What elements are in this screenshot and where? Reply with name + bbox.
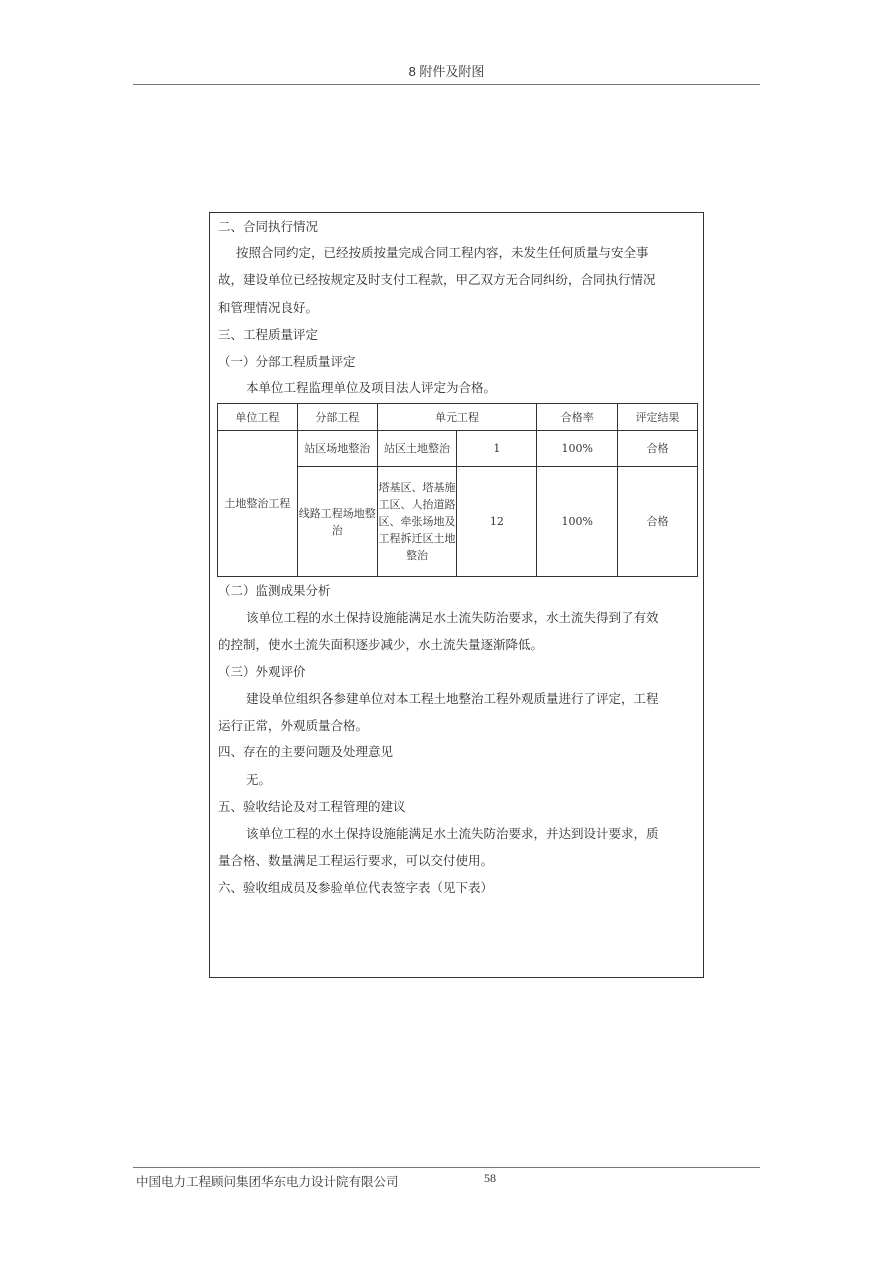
result-cell: 合格 [618,467,698,577]
section-3-title: 三、工程质量评定 [218,327,319,342]
section-6-title: 六、验收组成员及参验单位代表签字表（见下表） [218,880,494,895]
section-3-sub3-text-line: 运行正常，外观质量合格。 [218,718,369,733]
quality-evaluation-table [217,403,698,577]
table-row [218,431,698,467]
table-header-cell: 单位工程 [218,404,298,431]
table-header-row [218,404,698,431]
section-3-sub2-text-line: 该单位工程的水土保持设施能满足水土流失防治要求，水土流失得到了有效 [246,610,659,625]
header-title: 8 附件及附图 [408,64,485,79]
section-3-sub3-text-line: 建设单位组织各参建单位对本工程土地整治工程外观质量进行了评定，工程 [246,691,659,706]
unit-count-cell: 12 [457,467,537,577]
section-3-subtitle-3: （三）外观评价 [218,664,306,679]
result-cell: 合格 [618,431,698,467]
footer-divider [133,1167,760,1168]
section-5-title: 五、验收结论及对工程管理的建议 [218,799,406,814]
section-4-text: 无。 [246,772,272,787]
unit-name-cell: 站区土地整治 [377,431,457,467]
section-3-subtitle-2: （二）监测成果分析 [218,583,331,598]
unit-name-cell: 塔基区、塔基施工区、人抬道路区、牵张场地及工程拆迁区土地整治 [377,467,457,577]
acceptance-form-frame [209,212,704,978]
footer-organization: 中国电力工程顾问集团华东电力设计院有限公司 [136,1174,399,1189]
pass-rate-cell: 100% [537,431,618,467]
page-header [133,60,760,85]
division-cell: 线路工程场地整治 [297,467,377,577]
page-number: 58 [484,1171,496,1185]
section-2-text-line: 和管理情况良好。 [218,300,319,315]
section-2-title: 二、合同执行情况 [218,219,319,234]
table-header-cell: 评定结果 [618,404,698,431]
pass-rate-cell: 100% [537,467,618,577]
unit-project-cell: 土地整治工程 [218,431,298,577]
division-cell: 站区场地整治 [297,431,377,467]
table-header-cell: 分部工程 [297,404,377,431]
section-5-text-line: 该单位工程的水土保持设施能满足水土流失防治要求，并达到设计要求，质 [246,826,659,841]
section-5-text-line: 量合格、数量满足工程运行要求，可以交付使用。 [218,853,494,868]
section-2-text-line: 按照合同约定，已经按质按量完成合同工程内容，未发生任何质量与安全事 [236,245,649,260]
table-header-cell: 单元工程 [377,404,537,431]
section-3-sub1-text: 本单位工程监理单位及项目法人评定为合格。 [246,380,497,395]
section-3-sub2-text-line: 的控制，使水土流失面积逐步减少，水土流失量逐渐降低。 [218,637,544,652]
section-2-text-line: 故，建设单位已经按规定及时支付工程款，甲乙双方无合同纠纷，合同执行情况 [218,272,656,287]
table-header-cell: 合格率 [537,404,618,431]
section-3-subtitle-1: （一）分部工程质量评定 [218,354,356,369]
unit-count-cell: 1 [457,431,537,467]
section-4-title: 四、存在的主要问题及处理意见 [218,744,394,759]
